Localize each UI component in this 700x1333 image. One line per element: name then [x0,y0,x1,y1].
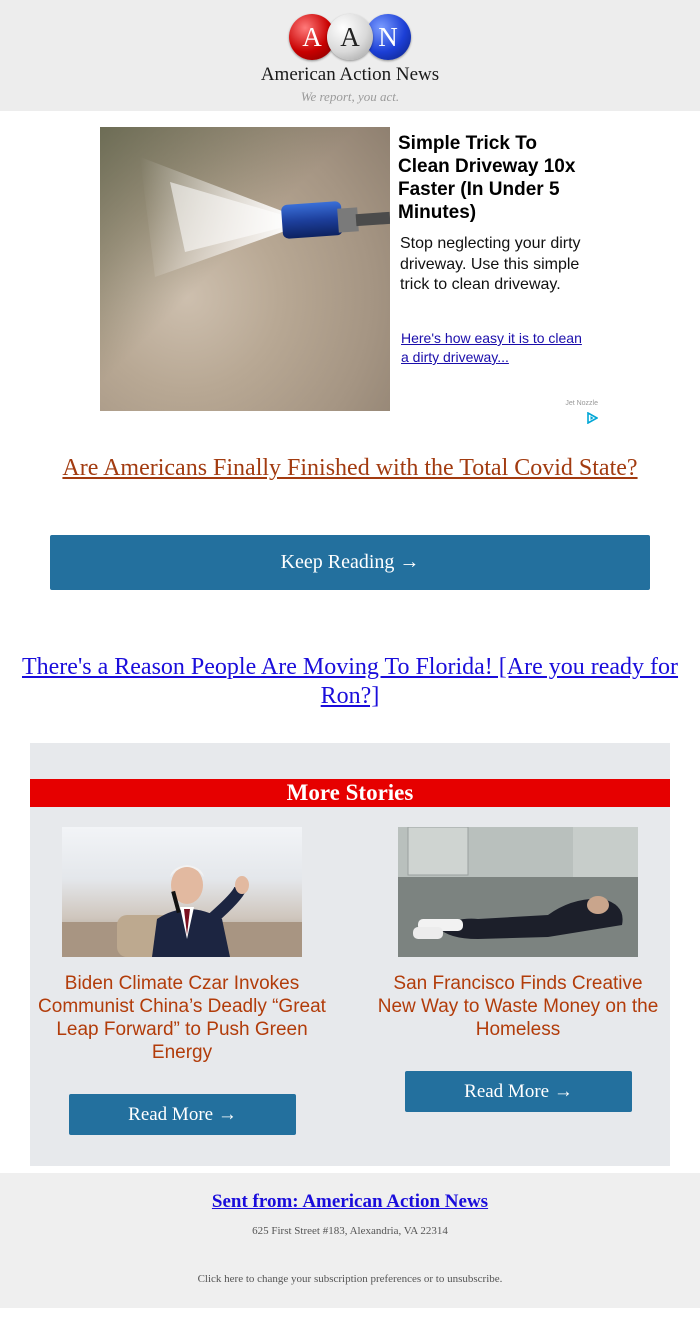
sent-from-link[interactable]: Sent from: American Action News [211,1191,489,1212]
logo-letter-a-red: A [289,14,335,60]
keep-reading-button[interactable]: Keep Reading → [50,535,650,590]
story-title-biden[interactable]: Biden Climate Czar Invokes Communist China’s Deadly “Great Leap Forward” to Push Green Energy [38,973,326,1063]
aan-logo[interactable] [289,14,413,64]
ad-image-pressure-washer[interactable] [100,127,390,411]
pressure-nozzle-icon [100,127,390,411]
unsubscribe-link[interactable]: Click here to change your subscription preferences or to unsubscribe. [197,1273,503,1285]
mailing-address: 625 First Street #183, Alexandria, VA 22314 [252,1225,448,1237]
ad-body-text: Stop neglecting your dirty driveway. Use this simple trick to clean driveway. [400,235,581,293]
logo-letter-a-white: A [327,14,373,60]
person-sleeping-icon [398,827,638,957]
email-header [0,0,700,111]
brand-name: American Action News [260,64,440,85]
ad-sponsor-label: Jet Nozzle [565,400,598,407]
more-stories-heading: More Stories [30,779,670,807]
person-speaking-icon [62,827,302,957]
read-more-button-biden[interactable]: Read More → [69,1094,296,1135]
headline-link[interactable]: Are Americans Finally Finished with the Total Covid State? [62,455,638,481]
florida-promo-link[interactable]: There's a Reason People Are Moving To Florida! [Are you ready for Ron?] [21,654,679,709]
story-title-san-francisco[interactable]: San Francisco Finds Creative New Way to Waste Money on the Homeless [377,973,659,1040]
tagline: We report, you act. [300,89,400,104]
adchoices-play-icon[interactable] [586,412,598,424]
read-more-button-san-francisco[interactable]: Read More → [405,1071,632,1112]
story-image-biden[interactable] [62,827,302,957]
ad-title[interactable]: Simple Trick To Clean Driveway 10x Faster (In Under 5 Minutes) [398,133,576,223]
story-image-homeless[interactable] [398,827,638,957]
logo-letter-n-blue: N [365,14,411,60]
ad-link[interactable]: Here's how easy it is to clean a dirty driveway... [401,330,582,365]
